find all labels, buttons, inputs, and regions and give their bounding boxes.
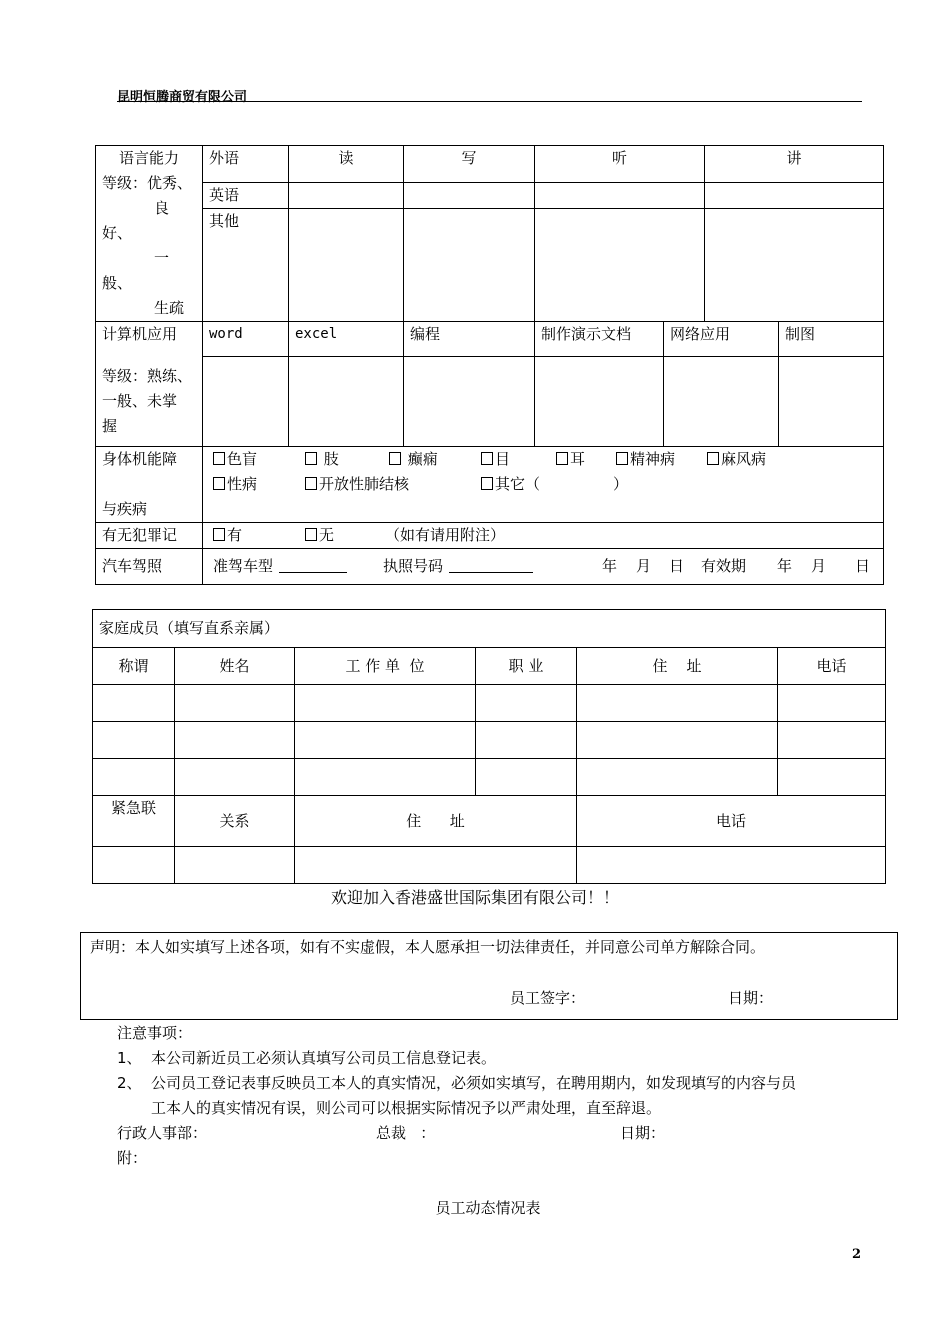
cell-input[interactable] [93, 722, 175, 759]
cell-input[interactable] [535, 357, 664, 447]
month-unit: 月 [811, 557, 827, 575]
checkbox-icon[interactable] [305, 528, 317, 541]
col-emergency-phone: 电话 [577, 796, 886, 847]
declaration-text: 声明：本人如实填写上述各项，如有不实虚假，本人愿承担一切法律责任，并同意公司单方解除合同。 [90, 938, 766, 956]
declaration-date-label: 日期： [728, 989, 774, 1007]
cell-input[interactable] [289, 209, 404, 322]
computer-label-cell [96, 322, 203, 447]
cell-input[interactable] [778, 759, 886, 796]
cell-input[interactable] [295, 847, 577, 884]
col-speak: 讲 [705, 146, 884, 183]
page-number: 2 [852, 1247, 862, 1262]
checkbox-icon[interactable] [481, 477, 493, 490]
checkbox-icon[interactable] [305, 452, 317, 465]
checkbox-icon[interactable] [305, 477, 317, 490]
health-other-close: ） [613, 475, 629, 493]
year-unit: 年 [777, 557, 793, 575]
cell-input[interactable] [175, 759, 295, 796]
license-label: 汽车驾照 [96, 549, 203, 585]
cell-input[interactable] [404, 357, 535, 447]
col-listen: 听 [535, 146, 705, 183]
col-name: 姓名 [175, 648, 295, 685]
welcome-text: 欢迎加入香港盛世国际集团有限公司！！ [330, 888, 619, 907]
cell-input[interactable] [577, 722, 778, 759]
col-relation: 称谓 [93, 648, 175, 685]
language-level-line: 等级：优秀、 [102, 174, 193, 192]
cell-input[interactable] [93, 847, 175, 884]
health-option[interactable]: 耳 [556, 447, 585, 472]
cell-input[interactable] [295, 722, 476, 759]
health-option[interactable]: 色盲 [213, 447, 257, 472]
language-label: 语言能力 [118, 149, 179, 167]
checkbox-icon[interactable] [616, 452, 628, 465]
col-drawing: 制图 [779, 322, 884, 357]
cell-input[interactable] [577, 847, 886, 884]
health-label: 与疾病 [102, 500, 148, 518]
cell-input[interactable] [175, 685, 295, 722]
col-network: 网络应用 [664, 322, 779, 357]
ceo-label: 总裁 ： [376, 1124, 436, 1142]
health-option[interactable]: 麻风病 [707, 447, 766, 472]
cell-input[interactable] [93, 759, 175, 796]
checkbox-icon[interactable] [389, 452, 401, 465]
attachment-label: 附： [117, 1149, 148, 1167]
note-number: 1、 [117, 1049, 142, 1067]
cell-input[interactable] [705, 183, 884, 209]
row-english: 英语 [203, 183, 289, 209]
col-foreign-language: 外语 [203, 146, 289, 183]
license-number-label: 执照号码 [383, 557, 444, 575]
language-level-line: 般、 [102, 274, 133, 292]
license-number-input[interactable] [449, 556, 533, 573]
note-number: 2、 [117, 1074, 142, 1092]
checkbox-icon[interactable] [556, 452, 568, 465]
cell-input[interactable] [404, 209, 535, 322]
cell-input[interactable] [535, 183, 705, 209]
health-options-cell [203, 447, 884, 523]
computer-level-line: 握 [102, 417, 118, 435]
health-option[interactable]: 精神病 [616, 447, 675, 472]
health-label-cell [96, 447, 203, 523]
family-title: 家庭成员（填写直系亲属） [93, 610, 886, 648]
cell-input[interactable] [175, 847, 295, 884]
license-type-label: 准驾车型 [213, 557, 274, 575]
day-unit: 日 [855, 557, 871, 575]
criminal-yes-option[interactable]: 有 [213, 523, 242, 548]
cell-input[interactable] [705, 209, 884, 322]
health-option[interactable]: 开放性肺结核 [305, 472, 409, 497]
approval-date-label: 日期： [620, 1124, 666, 1142]
month-unit: 月 [636, 557, 652, 575]
computer-label: 计算机应用 [102, 325, 178, 343]
validity-label: 有效期 [701, 557, 747, 575]
language-level-line: 好、 [102, 224, 133, 242]
criminal-label: 有无犯罪记 [96, 523, 203, 549]
col-occupation: 职 业 [476, 648, 577, 685]
criminal-no-option[interactable]: 无 [305, 523, 334, 548]
criminal-options-cell [203, 523, 884, 549]
health-option[interactable]: 目 [481, 447, 510, 472]
cell-input[interactable] [404, 183, 535, 209]
row-other: 其他 [203, 209, 289, 322]
col-address: 住 址 [577, 648, 778, 685]
hr-label: 行政人事部： [117, 1124, 208, 1142]
cell-input[interactable] [779, 357, 884, 447]
checkbox-icon[interactable] [213, 452, 225, 465]
language-label-cell [96, 146, 203, 322]
declaration-box [80, 932, 898, 1020]
cell-input[interactable] [577, 759, 778, 796]
cell-input[interactable] [289, 357, 404, 447]
cell-input[interactable] [203, 357, 289, 447]
cell-input[interactable] [93, 685, 175, 722]
computer-level-line: 一般、未掌 [102, 392, 178, 410]
year-unit: 年 [602, 557, 618, 575]
col-read: 读 [289, 146, 404, 183]
signature-label: 员工签字： [510, 989, 586, 1007]
next-section-title: 员工动态情况表 [435, 1199, 541, 1217]
health-option[interactable]: 癫痫 [389, 447, 438, 472]
note-item: 公司员工登记表事反映员工本人的真实情况，必须如实填写，在聘用期内，如发现填写的内容与员 [151, 1074, 797, 1092]
health-option[interactable]: 肢 [305, 447, 339, 472]
checkbox-icon[interactable] [707, 452, 719, 465]
col-excel: excel [289, 322, 404, 357]
health-option[interactable]: 其它（ [481, 472, 540, 497]
cell-input[interactable] [476, 759, 577, 796]
family-table [92, 609, 886, 884]
header-rule [117, 101, 862, 102]
language-level-line: 一 [154, 249, 170, 267]
col-phone: 电话 [778, 648, 886, 685]
col-programming: 编程 [404, 322, 535, 357]
checkbox-icon[interactable] [213, 477, 225, 490]
cell-input[interactable] [476, 722, 577, 759]
note-item-continued: 工本人的真实情况有误，则公司可以根据实际情况予以严肃处理，直至辞退。 [151, 1099, 662, 1117]
cell-input[interactable] [476, 685, 577, 722]
cell-input[interactable] [289, 183, 404, 209]
day-unit: 日 [669, 557, 685, 575]
cell-input[interactable] [577, 685, 778, 722]
cell-input[interactable] [295, 759, 476, 796]
license-cell [203, 549, 884, 585]
language-level-line: 生疏 [154, 299, 185, 317]
notes-title: 注意事项： [117, 1024, 193, 1042]
health-label: 身体机能障 [102, 450, 178, 468]
col-emergency-relation: 关系 [175, 796, 295, 847]
language-level-line: 良 [154, 199, 170, 217]
cell-input[interactable] [535, 209, 705, 322]
checkbox-icon[interactable] [481, 452, 493, 465]
health-option[interactable]: 性病 [213, 472, 257, 497]
note-item: 本公司新近员工必须认真填写公司员工信息登记表。 [151, 1049, 497, 1067]
license-type-input[interactable] [279, 556, 347, 573]
company-header: 昆明恒腾商贸有限公司 [117, 90, 248, 105]
checkbox-icon[interactable] [213, 528, 225, 541]
col-presentation: 制作演示文档 [535, 322, 664, 357]
skills-table [95, 145, 884, 585]
criminal-note: （如有请用附注） [385, 526, 506, 544]
cell-input[interactable] [664, 357, 779, 447]
cell-input[interactable] [295, 685, 476, 722]
col-word: word [203, 322, 289, 357]
col-write: 写 [404, 146, 535, 183]
cell-input[interactable] [778, 685, 886, 722]
emergency-label: 紧急联 [93, 796, 175, 847]
col-employer: 工 作 单 位 [295, 648, 476, 685]
cell-input[interactable] [175, 722, 295, 759]
col-emergency-address: 住 址 [295, 796, 577, 847]
computer-level-line: 等级：熟练、 [102, 367, 193, 385]
cell-input[interactable] [778, 722, 886, 759]
